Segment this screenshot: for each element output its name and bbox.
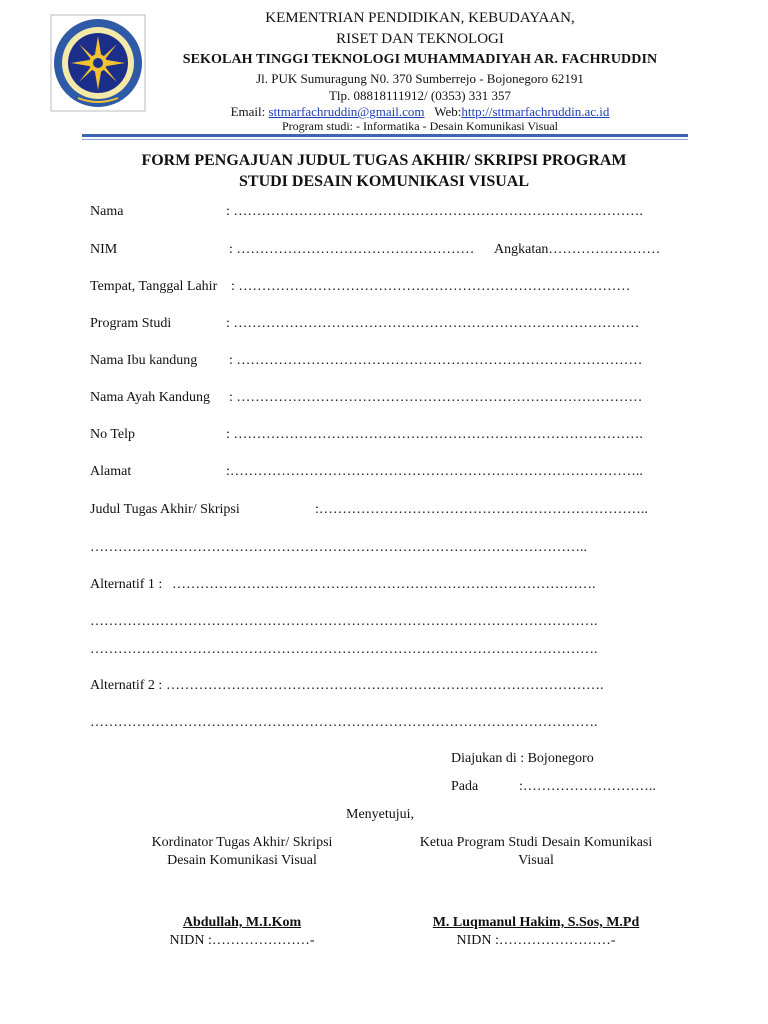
header-divider xyxy=(82,134,688,137)
nama-field[interactable]: : ……………………………………………………………………………. xyxy=(226,204,643,219)
left-signer-name: Abdullah, M.I.Kom xyxy=(182,915,302,930)
email-label: Email: xyxy=(230,104,266,119)
alt1-field-line3[interactable]: ………………………………………………………………………………………………. xyxy=(90,642,598,657)
nama-label: Nama xyxy=(90,204,124,219)
header-contact-line xyxy=(150,104,690,120)
logo-seal-icon xyxy=(50,14,146,112)
judul-field-line2[interactable]: …………………………………………………………………………………………….. xyxy=(90,540,587,555)
header-address: Jl. PUK Sumuragung N0. 370 Sumberrejo - Bojonegoro 62191 xyxy=(256,71,584,86)
left-signer-nidn: NIDN :…………………- xyxy=(169,933,315,948)
alamat-field[interactable]: :…………………………………………………………………………….. xyxy=(226,464,643,479)
menyetujui: Menyetujui, xyxy=(346,807,415,822)
institution-logo xyxy=(50,14,146,112)
form-title-line2: STUDI DESAIN KOMUNIKASI VISUAL xyxy=(239,173,529,190)
ttl-label: Tempat, Tanggal Lahir xyxy=(90,279,218,294)
left-signer-role2: Desain Komunikasi Visual xyxy=(167,853,317,868)
right-signer-role2: Visual xyxy=(518,853,554,868)
email-link[interactable]: sttmarfachruddin@gmail.com xyxy=(268,104,425,119)
alt1-label: Alternatif 1 : xyxy=(90,577,163,592)
telp-field[interactable]: : ……………………………………………………………………………. xyxy=(226,427,643,442)
header-institution-name: SEKOLAH TINGGI TEKNOLOGI MUHAMMADIYAH AR. FACHRUDDIN xyxy=(182,52,658,67)
alt2-field[interactable]: …………………………………………………………………………………. xyxy=(166,678,604,693)
web-link[interactable]: http://sttmarfachruddin.ac.id xyxy=(461,104,610,119)
form-title-line1: FORM PENGAJUAN JUDUL TUGAS AKHIR/ SKRIPSI PROGRAM xyxy=(141,152,627,169)
header-ministry-line2: RISET DAN TEKNOLOGI xyxy=(336,31,504,47)
ayah-label: Nama Ayah Kandung xyxy=(90,390,211,405)
ttl-field[interactable]: : ………………………………………………………………………… xyxy=(231,279,631,294)
header-programs: Program studi: - Informatika - Desain Komunikasi Visual xyxy=(281,119,558,133)
alamat-label: Alamat xyxy=(90,464,132,479)
prodi-label: Program Studi xyxy=(90,316,172,331)
pada-label: Pada xyxy=(451,779,479,794)
prodi-field[interactable]: : …………………………………………………………………………… xyxy=(226,316,640,331)
alt1-field-line2[interactable]: ………………………………………………………………………………………………. xyxy=(90,614,598,629)
right-signer-name: M. Luqmanul Hakim, S.Sos, M.Pd xyxy=(432,915,640,930)
right-signer-role1: Ketua Program Studi Desain Komunikasi xyxy=(419,835,653,850)
judul-label: Judul Tugas Akhir/ Skripsi xyxy=(90,502,240,517)
right-signer-nidn: NIDN :……………………- xyxy=(456,933,616,948)
header-phone: Tlp. 08818111912/ (0353) 331 357 xyxy=(328,88,512,103)
header-divider-thin xyxy=(82,139,688,140)
ibu-field[interactable]: : …………………………………………………………………………… xyxy=(229,353,643,368)
diajukan-di: Diajukan di : Bojonegoro xyxy=(451,751,594,766)
header-ministry-line1: KEMENTRIAN PENDIDIKAN, KEBUDAYAAN, xyxy=(265,10,575,26)
angkatan-field[interactable]: Angkatan…………………… xyxy=(494,242,661,257)
left-signer-role1: Kordinator Tugas Akhir/ Skripsi xyxy=(151,835,333,850)
pada-field[interactable]: :……………………….. xyxy=(519,779,656,794)
nim-label: NIM xyxy=(90,242,118,257)
nim-field[interactable]: : …………………………………………… xyxy=(229,242,475,257)
ayah-field[interactable]: : …………………………………………………………………………… xyxy=(229,390,643,405)
alt1-field[interactable]: ………………………………………………………………………………. xyxy=(172,577,596,592)
telp-label: No Telp xyxy=(90,427,136,442)
web-label: Web: xyxy=(434,104,462,119)
alt2-field-line2[interactable]: ………………………………………………………………………………………………. xyxy=(90,715,598,730)
ibu-label: Nama Ibu kandung xyxy=(90,353,198,368)
alt2-label: Alternatif 2 : xyxy=(90,678,163,693)
judul-field[interactable]: :…………………………………………………………….. xyxy=(315,502,648,517)
